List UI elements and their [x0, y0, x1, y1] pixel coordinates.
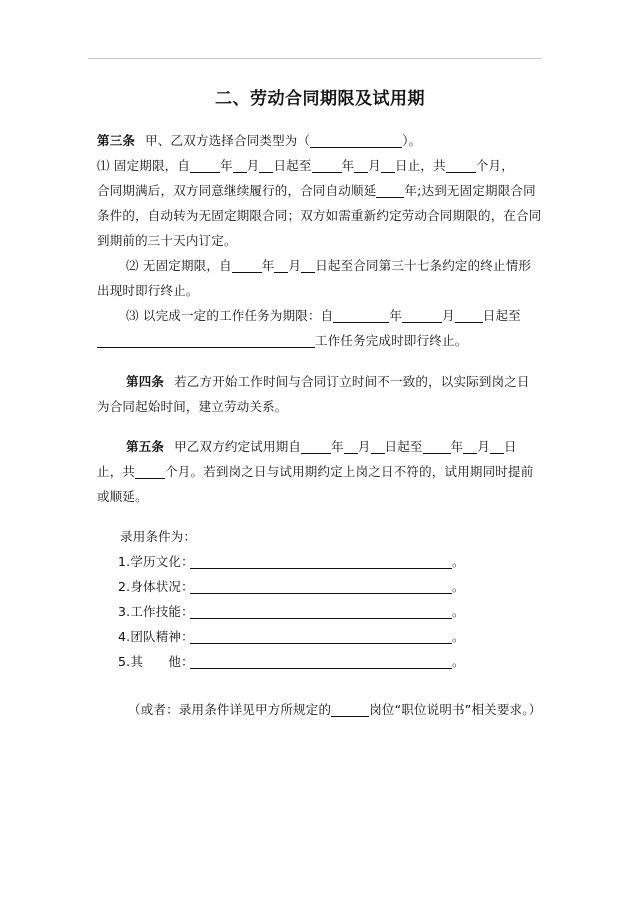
article-3-item3-line1: ⑶ 以完成一定的工作任务为期限：自 年 月 日起至 [126, 308, 521, 323]
article-4-label: 第四条 [126, 374, 165, 389]
article-3-label: 第三条 [97, 133, 136, 148]
article-3-item3-line2: 工作任务完成时即行终止。 [97, 331, 467, 349]
top-rule [88, 58, 542, 59]
condition-teamwork: 4.团队精神： 。 [118, 629, 465, 644]
condition-skills: 3.工作技能： 。 [118, 604, 465, 619]
contract-type-blank [310, 133, 402, 148]
article-4-line2: 为合同起始时间，建立劳动关系。 [97, 399, 288, 414]
condition-health: 2.身体状况： 。 [118, 579, 465, 594]
article-5-line3: 或顺延。 [97, 489, 148, 504]
article-3-item1-line3: 条件的，自动转为无固定期限合同；双方如需重新约定劳动合同期限的，在合同 [97, 208, 542, 223]
article-5-line2: 止，共 个月。若到岗之日与试用期约定上岗之日不符的，试用期同时提前 [97, 464, 534, 479]
article-3-item1-line1: ⑴ 固定期限，自 年 月 日起至 年 月 日止，共 个月， [97, 158, 514, 173]
article-4-line1: 第四条 若乙方开始工作时间与合同订立时间不一致的，以实际到岗之日 [126, 374, 530, 389]
article-3-item2-line1: ⑵ 无固定期限，自 年 月 日起至合同第三十七条约定的终止情形 [126, 258, 532, 273]
conditions-heading: 录用条件为： [120, 529, 197, 544]
article-3-item2-line2: 出现时即行终止。 [97, 283, 199, 298]
section-title: 二、劳动合同期限及试用期 [215, 89, 425, 109]
article-5-label: 第五条 [126, 439, 165, 454]
article-3-intro: 第三条 甲、乙双方选择合同类型为（ ）。 [97, 133, 422, 148]
condition-other: 5.其 他： 。 [118, 654, 465, 669]
condition-education: 1.学历文化： 。 [118, 554, 465, 569]
article-3-item1-line2: 合同期满后，双方同意继续履行的，合同自动顺延 年;达到无固定期限合同 [97, 183, 536, 198]
article-3-item1-line4: 到期前的三十天内订定。 [97, 233, 237, 248]
alternative-note: （或者：录用条件详见甲方所规定的 岗位“职位说明书”相关要求。） [128, 702, 542, 717]
article-5-line1: 第五条 甲乙双方约定试用期自 年 月 日起至 年 月 日 [126, 439, 517, 454]
